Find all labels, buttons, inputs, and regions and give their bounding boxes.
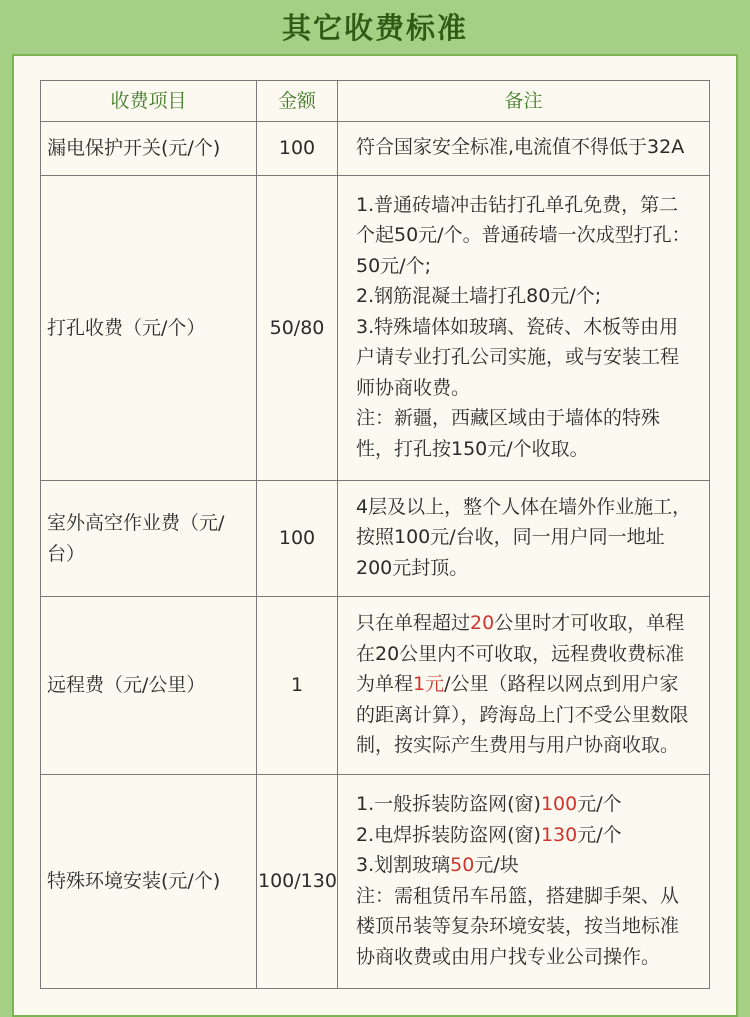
note-text: 元/个	[577, 793, 622, 815]
row-amount: 100/130	[257, 775, 338, 989]
note-text: /公里（路程以网点到用户家的距离计算），跨海岛上门不受公里数限制，按实际产生费用与用户协商收取。	[356, 673, 689, 757]
table-row	[41, 775, 710, 989]
note-paragraph	[356, 881, 697, 973]
row-note	[338, 176, 710, 481]
note-paragraph	[356, 789, 697, 820]
table-row	[41, 597, 710, 775]
fee-table	[40, 80, 710, 989]
note-text: 元/块	[474, 854, 519, 876]
note-text: 2.钢筋混凝土墙打孔80元/个;	[356, 285, 602, 308]
table-header-row	[41, 81, 710, 122]
row-amount: 100	[257, 122, 338, 176]
highlight-value: 100	[540, 793, 578, 815]
note-paragraph	[356, 608, 697, 761]
header-amount: 金额	[257, 81, 338, 122]
row-note	[338, 775, 710, 989]
table-row	[41, 481, 710, 597]
row-note	[338, 122, 710, 176]
row-amount: 1	[257, 597, 338, 775]
note-text: 1.普通砖墙冲击钻打孔单孔免费，第二个起50元/个。普通砖墙一次成型打孔：50元/个;	[356, 193, 691, 277]
content-panel	[12, 54, 738, 1017]
note-text: 3.划割玻璃	[356, 854, 451, 876]
note-paragraph	[356, 403, 697, 464]
note-text: 4层及以上，整个人体在墙外作业施工，按照100元/台收，同一用户同一地址200元封顶。	[356, 495, 692, 579]
row-item: 打孔收费（元/个）	[41, 176, 257, 481]
note-text: 2.电焊拆装防盗网(窗)	[356, 823, 541, 846]
row-item: 漏电保护开关(元/个)	[41, 122, 257, 176]
note-paragraph	[356, 492, 697, 584]
highlight-value: 20	[470, 612, 495, 635]
row-note	[338, 597, 710, 775]
row-amount: 100	[257, 481, 338, 597]
header-item: 收费项目	[41, 81, 257, 122]
row-item: 特殊环境安装(元/个)	[41, 775, 257, 989]
highlight-value: 1元	[413, 673, 445, 696]
note-text: 只在单程超过	[356, 612, 471, 635]
table-row	[41, 122, 710, 176]
row-item: 室外高空作业费（元/台）	[41, 481, 257, 597]
note-text: 公里时才可收取，单程在20公里内不可收取，远程费收费标准为单程	[356, 612, 685, 696]
header-note: 备注	[338, 81, 710, 122]
note-text: 符合国家安全标准,电流值不得低于32A	[356, 136, 685, 159]
row-note	[338, 481, 710, 597]
note-paragraph	[356, 850, 697, 881]
note-paragraph	[356, 132, 697, 163]
row-amount: 50/80	[257, 176, 338, 481]
note-paragraph	[356, 281, 697, 312]
table-row	[41, 176, 710, 481]
highlight-value: 50	[450, 854, 475, 876]
note-text: 注：新疆，西藏区域由于墙体的特殊性，打孔按150元/个收取。	[356, 407, 661, 460]
highlight-value: 130	[540, 823, 578, 846]
note-paragraph	[356, 312, 697, 404]
note-text: 注：需租赁吊车吊篮，搭建脚手架、从楼顶吊装等复杂环境安装，按当地标准协商收费或由用户找专业公司操作。	[356, 884, 680, 968]
page-title: 其它收费标准	[281, 11, 468, 45]
note-paragraph	[356, 820, 697, 851]
note-text: 元/个	[577, 823, 622, 846]
note-text: 1.一般拆装防盗网(窗)	[356, 793, 541, 815]
note-paragraph	[356, 190, 697, 282]
row-item: 远程费（元/公里）	[41, 597, 257, 775]
header-bar	[0, 0, 750, 52]
note-text: 3.特殊墙体如玻璃、瓷砖、木板等由用户请专业打孔公司实施，或与安装工程师协商收费。	[356, 315, 680, 399]
